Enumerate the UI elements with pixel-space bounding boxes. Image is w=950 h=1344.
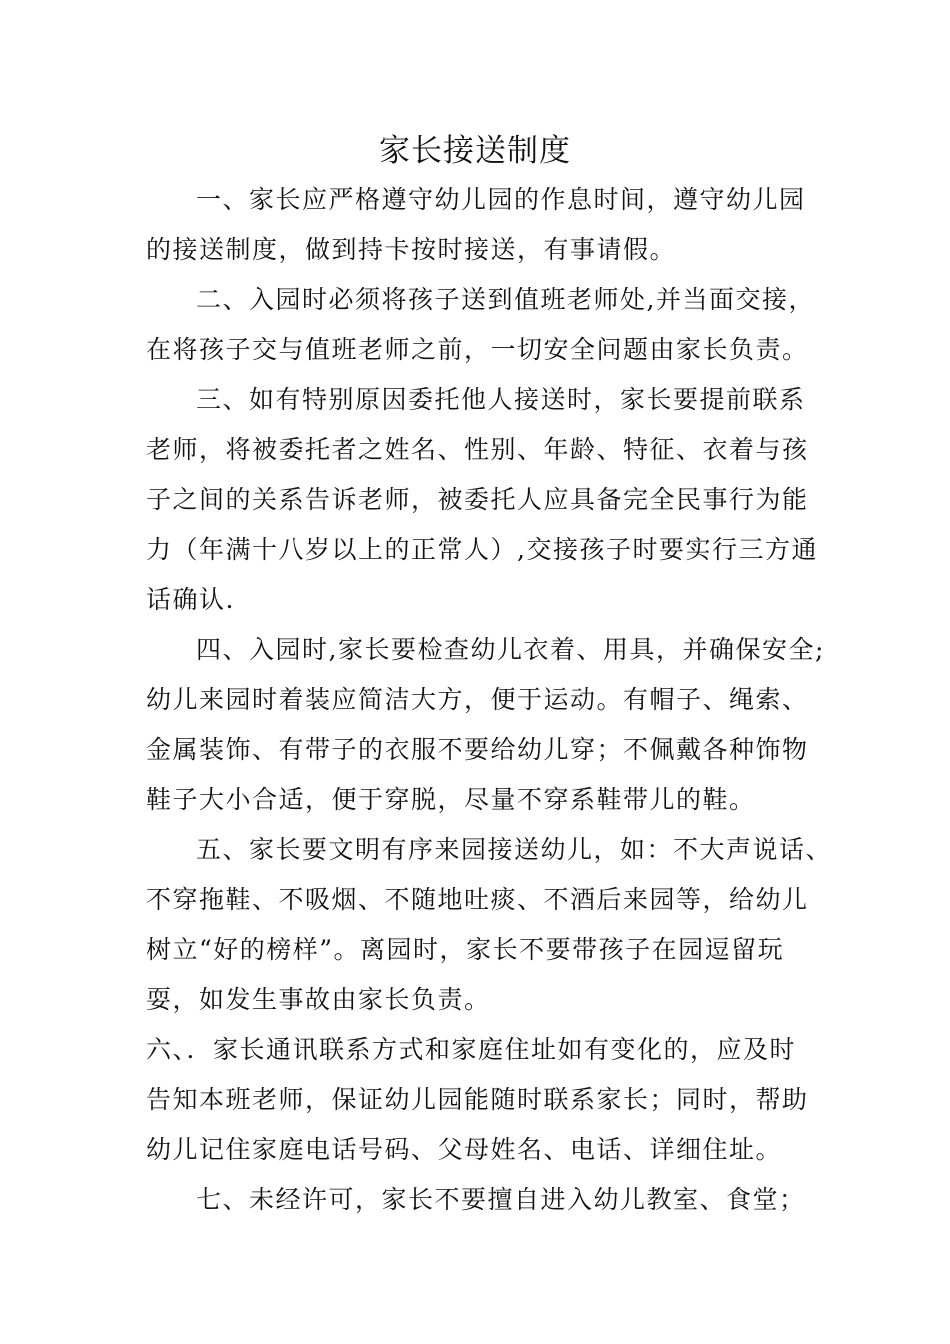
paragraph-4-line-3: 金属装饰、有带子的衣服不要给幼儿穿；不佩戴各种饰物 (146, 735, 809, 764)
paragraph-5-line-3: 树立“好的榜样”。离园时，家长不要带孩子在园逗留玩 (146, 935, 785, 964)
paragraph-6-line-2: 告知本班老师，保证幼儿园能随时联系家长；同时，帮助 (146, 1085, 809, 1114)
paragraph-3-line-5: 话确认. (146, 585, 235, 614)
paragraph-3-line-4: 力（年满十八岁以上的正常人）,交接孩子时要实行三方通 (146, 535, 818, 564)
paragraph-7-line-1: 七、未经许可，家长不要擅自进入幼儿教室、食堂； (196, 1185, 806, 1214)
paragraph-4-line-2: 幼儿来园时着装应简洁大方，便于运动。有帽子、绳索、 (146, 685, 809, 714)
paragraph-5-line-2: 不穿拖鞋、不吸烟、不随地吐痰、不酒后来园等，给幼儿 (146, 885, 809, 914)
paragraph-5-line-1: 五、家长要文明有序来园接送幼儿，如：不大声说话、 (196, 835, 833, 864)
paragraph-2-line-1: 二、入园时必须将孩子送到值班老师处,并当面交接， (196, 285, 815, 314)
paragraph-6-line-3: 幼儿记住家庭电话号码、父母姓名、电话、详细住址。 (146, 1135, 783, 1164)
document-title: 家长接送制度 (379, 133, 571, 169)
paragraph-5-line-4: 耍，如发生事故由家长负责。 (146, 985, 491, 1014)
paragraph-3-line-3: 子之间的关系告诉老师，被委托人应具备完全民事行为能 (146, 485, 809, 514)
paragraph-2-line-2: 在将孩子交与值班老师之前，一切安全问题由家长负责。 (146, 335, 809, 364)
paragraph-6-line-1: 六、．家长通讯联系方式和家庭住址如有变化的，应及时 (146, 1035, 797, 1064)
paragraph-4-line-4: 鞋子大小合适，便于穿脱，尽量不穿系鞋带儿的鞋。 (146, 785, 756, 814)
paragraph-3-line-2: 老师，将被委托者之姓名、性别、年龄、特征、衣着与孩 (146, 435, 809, 464)
paragraph-1-line-1: 一、家长应严格遵守幼儿园的作息时间，遵守幼儿园 (196, 185, 806, 214)
paragraph-4-line-1: 四、入园时,家长要检查幼儿衣着、用具，并确保安全; (196, 635, 825, 664)
paragraph-1-line-2: 的接送制度，做到持卡按时接送，有事请假。 (146, 235, 677, 264)
paragraph-3-line-1: 三、如有特别原因委托他人接送时，家长要提前联系 (196, 385, 806, 414)
